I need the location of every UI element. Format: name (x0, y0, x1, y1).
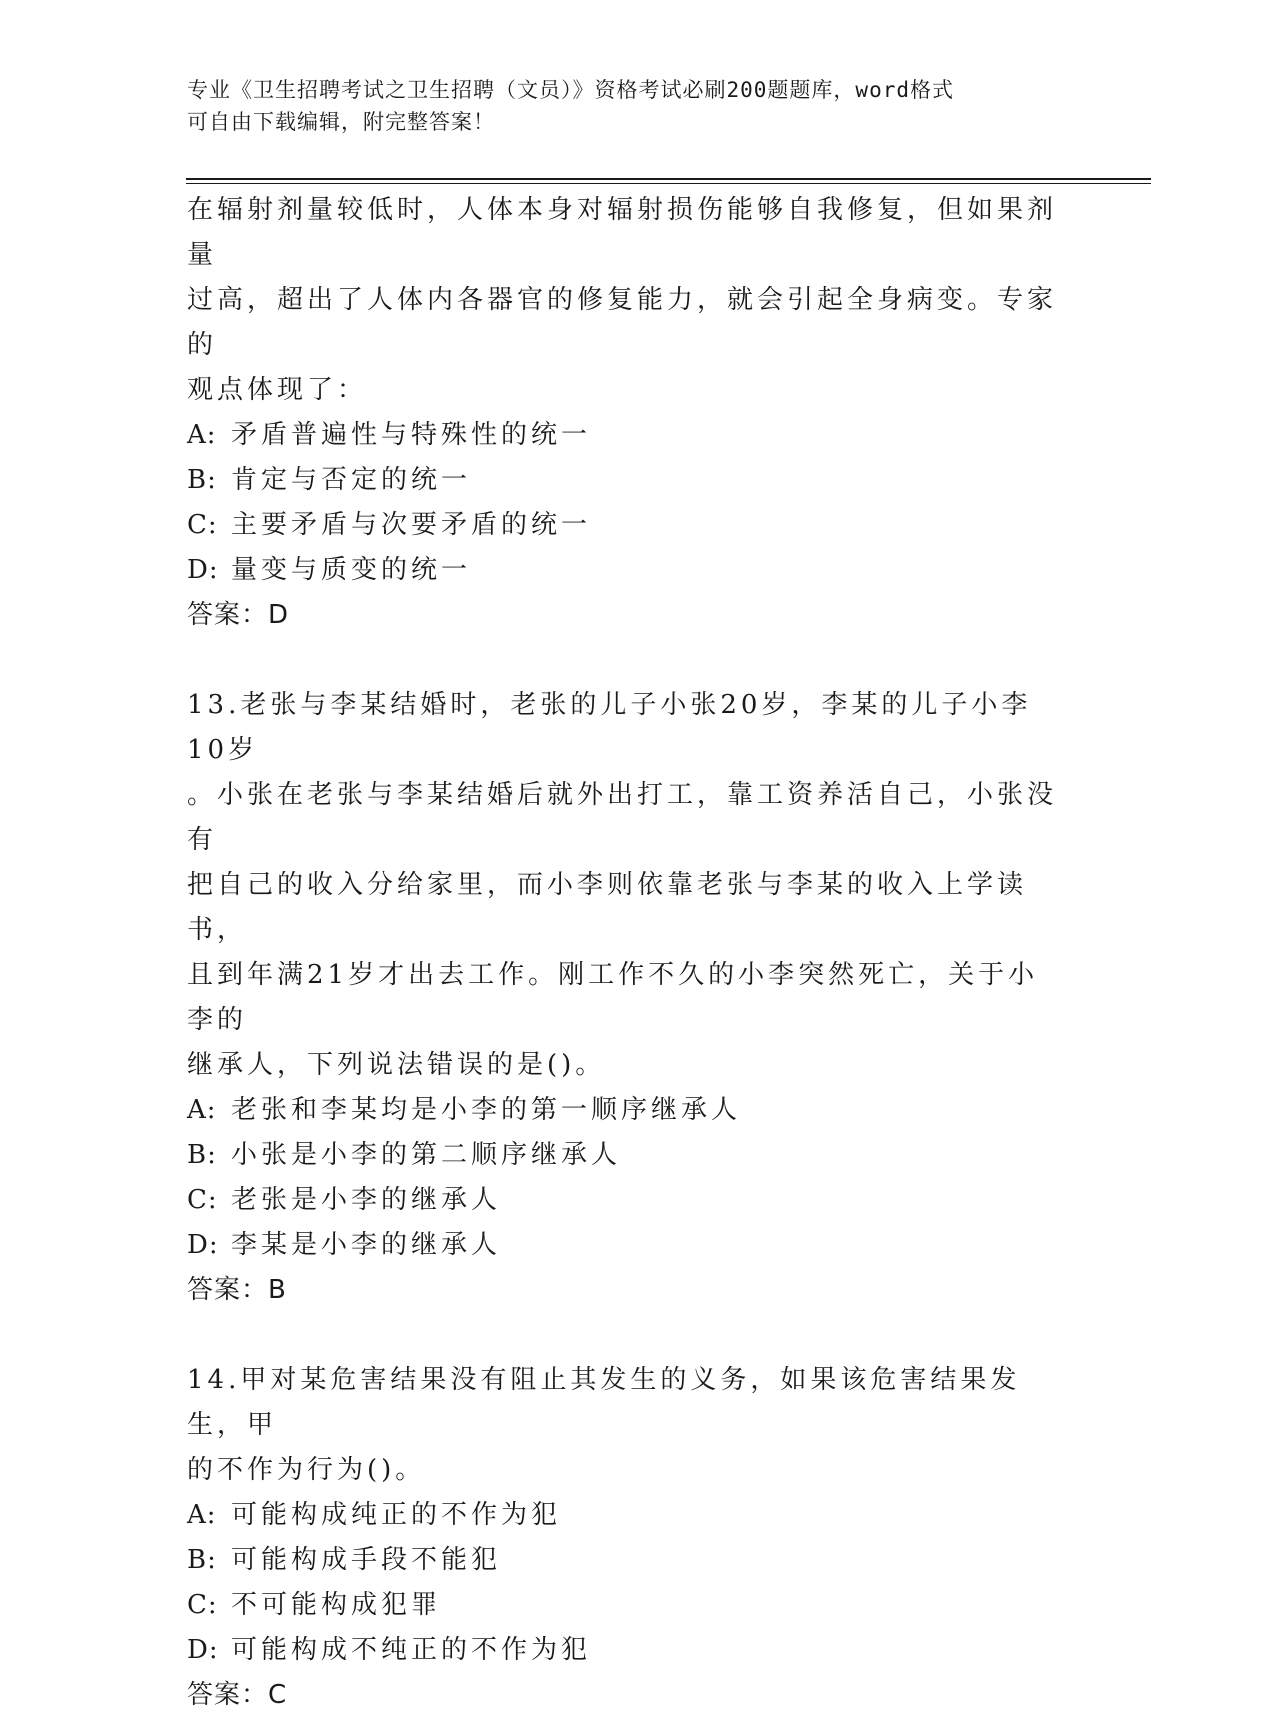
question-stem-line: 继承人，下列说法错误的是()。 (187, 1050, 606, 1080)
question-stem-line: 在辐射剂量较低时，人体本身对辐射损伤能够自我修复，但如果剂量 (187, 195, 1058, 270)
option-key: A: (187, 420, 217, 450)
question-item (187, 1358, 1067, 1718)
option-b (187, 1538, 1067, 1583)
option-text: 老张是小李的继承人 (231, 1185, 502, 1215)
option-a (187, 413, 1067, 458)
question-stem-line: 13.老张与李某结婚时，老张的儿子小张20岁，李某的儿子小李10岁 (187, 690, 1032, 765)
option-text: 肯定与否定的统一 (231, 465, 472, 495)
option-key: C: (187, 1185, 218, 1215)
question-stem-line: 把自己的收入分给家里，而小李则依靠老张与李某的收入上学读书， (187, 870, 1028, 945)
option-key: C: (187, 510, 218, 540)
option-key: B: (187, 1140, 217, 1170)
question-item (187, 683, 1067, 1313)
option-c (187, 1583, 1067, 1628)
option-text: 老张和李某均是小李的第一顺序继承人 (231, 1095, 742, 1125)
option-text: 可能构成手段不能犯 (231, 1545, 502, 1575)
header-rule-thin (186, 183, 1151, 184)
answer-line: 答案：C (187, 1680, 288, 1710)
question-stem-line: 。小张在老张与李某结婚后就外出打工，靠工资养活自己，小张没有 (187, 780, 1058, 855)
option-key: B: (187, 465, 217, 495)
question-stem-line: 的不作为行为()。 (187, 1455, 426, 1485)
option-text: 可能构成纯正的不作为犯 (231, 1500, 562, 1530)
option-text: 小张是小李的第二顺序继承人 (231, 1140, 622, 1170)
option-text: 矛盾普遍性与特殊性的统一 (231, 420, 592, 450)
option-b (187, 1133, 1067, 1178)
question-list (187, 188, 1067, 1718)
option-key: B: (187, 1545, 217, 1575)
option-key: A: (187, 1500, 217, 1530)
header-title-line-2: 可自由下载编辑，附完整答案！ (187, 110, 495, 134)
option-key: C: (187, 1590, 218, 1620)
header-title-line-1: 专业《卫生招聘考试之卫生招聘（文员）》资格考试必刷200题题库，word格式 (187, 78, 954, 102)
question-item (187, 188, 1067, 638)
answer-line: 答案：B (187, 1275, 287, 1305)
option-a (187, 1493, 1067, 1538)
question-stem-line: 观点体现了： (187, 375, 368, 405)
option-d (187, 1628, 1067, 1673)
question-stem-line: 过高，超出了人体内各器官的修复能力，就会引起全身病变。专家的 (187, 285, 1058, 360)
header-rule-thick (186, 178, 1151, 180)
option-a (187, 1088, 1067, 1133)
option-c (187, 503, 1067, 548)
option-text: 不可能构成犯罪 (231, 1590, 442, 1620)
option-text: 李某是小李的继承人 (231, 1230, 502, 1260)
option-key: D: (187, 1635, 219, 1665)
option-d (187, 1223, 1067, 1268)
option-d (187, 548, 1067, 593)
option-text: 主要矛盾与次要矛盾的统一 (231, 510, 592, 540)
option-text: 可能构成不纯正的不作为犯 (231, 1635, 592, 1665)
question-stem-line: 且到年满21岁才出去工作。刚工作不久的小李突然死亡，关于小李的 (187, 960, 1039, 1035)
document-header (187, 74, 1087, 138)
option-key: A: (187, 1095, 217, 1125)
option-key: D: (187, 555, 219, 585)
option-c (187, 1178, 1067, 1223)
option-key: D: (187, 1230, 219, 1260)
option-text: 量变与质变的统一 (231, 555, 472, 585)
option-b (187, 458, 1067, 503)
answer-line: 答案：D (187, 600, 290, 630)
question-stem-line: 14.甲对某危害结果没有阻止其发生的义务，如果该危害结果发生，甲 (187, 1365, 1021, 1440)
